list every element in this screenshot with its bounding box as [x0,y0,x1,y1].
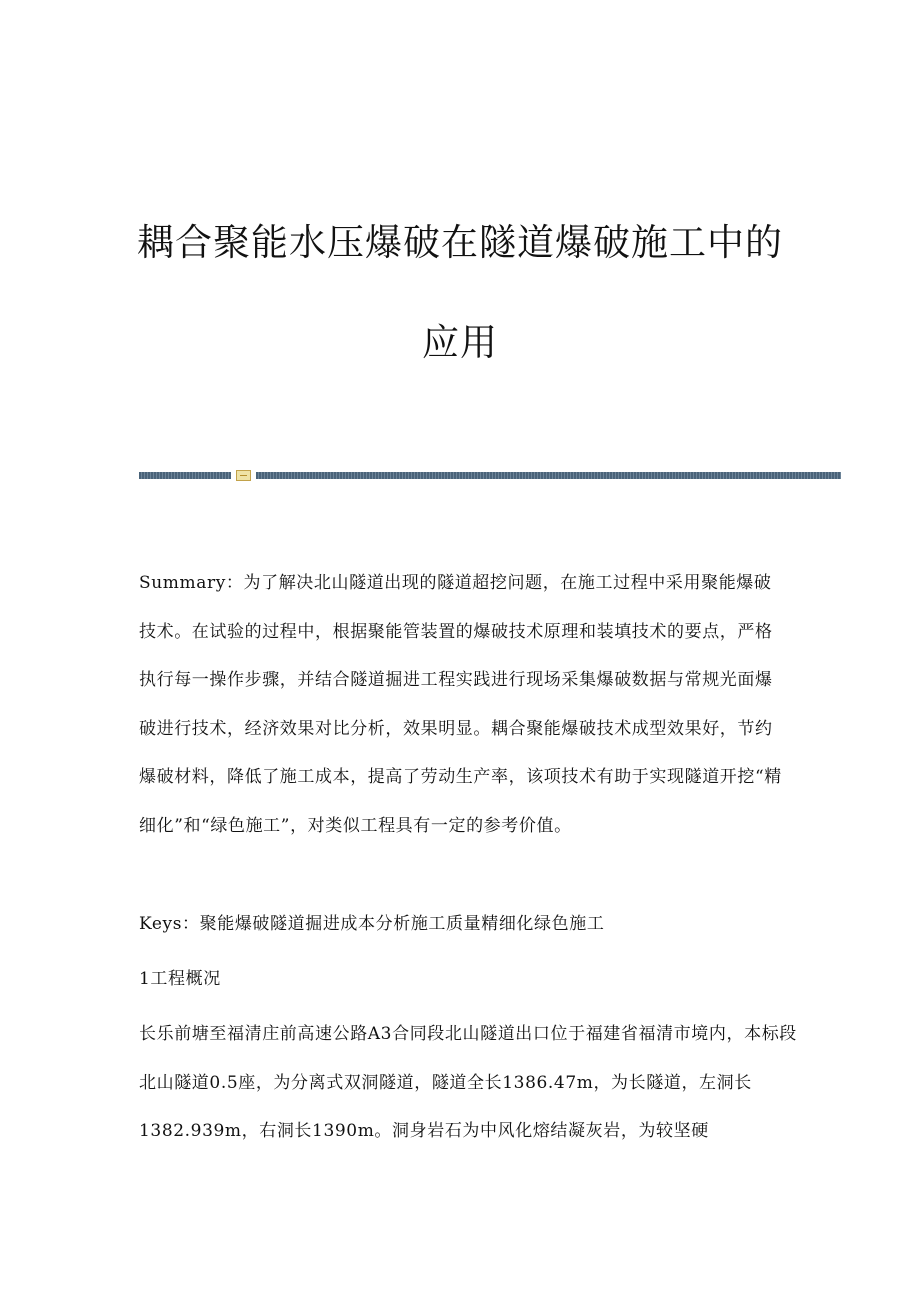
summary-paragraph: Summary：为了解决北山隧道出现的隧道超挖问题，在施工过程中采用聚能爆破技术。在试验的过程中，根据聚能管装置的爆破技术原理和装填技术的要点，严格执行每一操作步骤，并结合隧道掘进工程实践进行现场采集爆破数据与常规光面爆破进行技术，经济效果对比分析，效果明显。耦合聚能爆破技术成型效果好，节约爆破材料，降低了施工成本，提高了劳动生产率，该项技术有助于实现隧道开挖“精细化”和“绿色施工”，对类似工程具有一定的参考价值。 [139,573,782,836]
document-title-line-1: 耦合聚能水压爆破在隧道爆破施工中的 [137,221,783,264]
section-heading: 1工程概况 [139,969,221,989]
divider-bar-right [256,472,841,479]
document-title-line-2: 应用 [422,321,498,364]
divider-bar-left [139,472,231,479]
keywords-line: Keys：聚能爆破隧道掘进成本分析施工质量精细化绿色施工 [139,914,605,934]
divider-ornament-icon [236,470,251,481]
body-paragraph: 长乐前塘至福清庄前高速公路A3合同段北山隧道出口位于福建省福清市境内，本标段北山隧道0.5座，为分离式双洞隧道，隧道全长1386.47m，为长隧道，左洞长1382.939m，右洞长1390m。洞身岩石为中风化熔结凝灰岩，为较坚硬 [139,1024,797,1141]
title-divider [139,470,841,480]
